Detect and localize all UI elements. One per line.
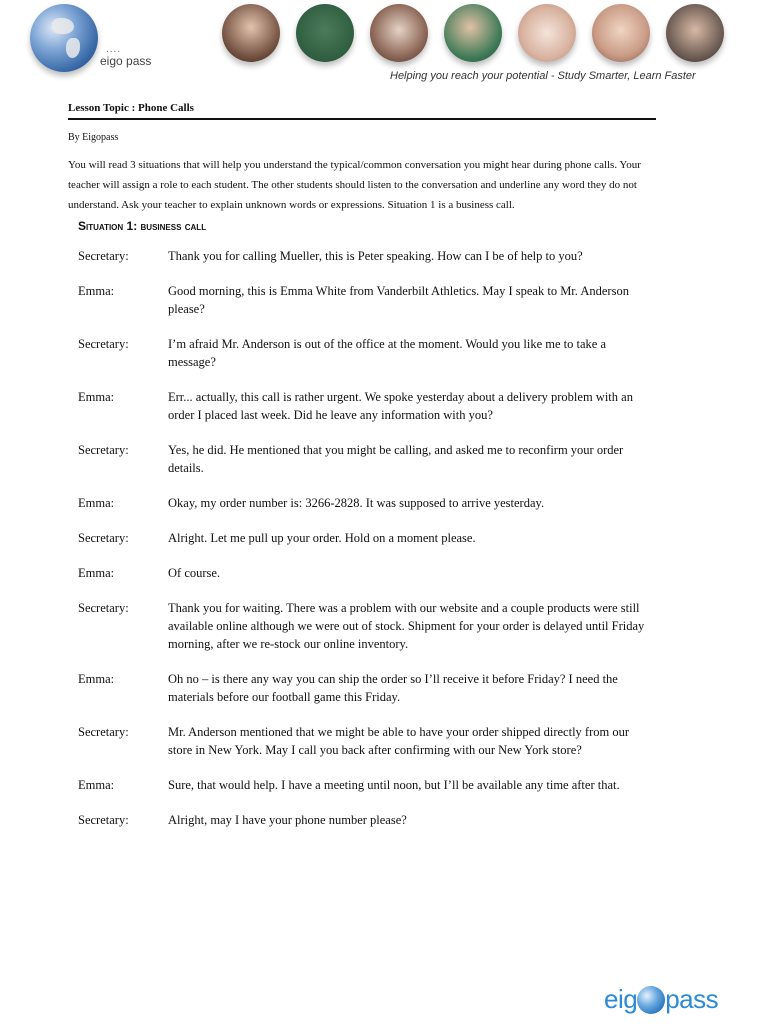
- dialog-line: [68, 811, 656, 829]
- globe-land-shape: [52, 18, 74, 34]
- speaker-label: Emma:: [78, 672, 115, 686]
- speaker-label: Emma:: [78, 284, 115, 298]
- child-photo-icon: [592, 4, 650, 62]
- speaker-label: Secretary:: [78, 813, 129, 827]
- footer-logo: [604, 984, 718, 1015]
- intro-paragraph: You will read 3 situations that will help you understand the typical/common conversation you might hear during phone calls. Your teacher will assign a role to each student. The other students should listen to the conversation and underline any word they do not understand. Ask your teacher to explain unknown words or expressions. Situation 1 is a business call.: [68, 159, 641, 211]
- student-photo-icon: [222, 4, 280, 62]
- situation-title: Situation 1: business call: [78, 219, 207, 233]
- speech-text: I’m afraid Mr. Anderson is out of the office at the moment. Would you like me to take a message?: [168, 337, 607, 369]
- speaker-label: Emma:: [78, 778, 115, 792]
- dialog-line: [68, 599, 656, 653]
- globe-logo-icon: [30, 4, 98, 72]
- boy-photo-icon: [666, 4, 724, 62]
- dialog-line: [68, 723, 656, 759]
- speech-text: Okay, my order number is: 3266-2828. It was supposed to arrive yesterday.: [168, 496, 545, 510]
- brand-dots: ....: [106, 44, 122, 55]
- dialog-line: [68, 564, 656, 582]
- speaker-label: Secretary:: [78, 337, 129, 351]
- tagline: Helping you reach your potential - Study Smarter, Learn Faster: [390, 70, 696, 82]
- speech-text: Good morning, this is Emma White from Vanderbilt Athletics. May I speak to Mr. Anderson please?: [168, 284, 629, 316]
- lesson-topic: Lesson Topic : Phone Calls: [68, 102, 656, 120]
- speech-text: Err... actually, this call is rather urgent. We spoke yesterday about a delivery problem with an order I placed last week. Did he leave any information with you?: [168, 390, 633, 422]
- lesson-content: [68, 102, 656, 829]
- chalkboard-photo-icon: [296, 4, 354, 62]
- speaker-label: Secretary:: [78, 443, 129, 457]
- footer-globe-icon: [637, 986, 665, 1014]
- teacher-photo-icon: [444, 4, 502, 62]
- speaker-label: Secretary:: [78, 725, 129, 739]
- speaker-label: Emma:: [78, 496, 115, 510]
- brand-name: eigo pass: [100, 54, 152, 68]
- footer-logo-left: eig: [604, 984, 638, 1014]
- speech-text: Alright, may I have your phone number please?: [168, 813, 407, 827]
- dialog-line: [68, 670, 656, 706]
- group-photo-icon: [370, 4, 428, 62]
- writing-photo-icon: [518, 4, 576, 62]
- dialog-line: [68, 441, 656, 477]
- speaker-label: Secretary:: [78, 249, 129, 263]
- speech-text: Mr. Anderson mentioned that we might be able to have your order shipped directly from our store in New York. May I call you back after confirming with our New York store?: [168, 725, 629, 757]
- dialog-line: [68, 335, 656, 371]
- dialog-line: [68, 529, 656, 547]
- speech-text: Sure, that would help. I have a meeting until noon, but I’ll be available any time after that.: [168, 778, 620, 792]
- speaker-label: Secretary:: [78, 601, 129, 615]
- dialog-line: [68, 776, 656, 794]
- page-header: [0, 0, 768, 100]
- dialog: [68, 247, 656, 829]
- speech-text: Thank you for waiting. There was a problem with our website and a couple products were still available online although we were out of stock. Shipment for your order is delayed until Friday morning, after we re-stock our online inventory.: [168, 601, 645, 651]
- dialog-line: [68, 388, 656, 424]
- speaker-label: Emma:: [78, 566, 115, 580]
- speaker-label: Emma:: [78, 390, 115, 404]
- author-line: By Eigopass: [68, 132, 119, 143]
- footer-logo-right: pass: [665, 984, 719, 1014]
- speech-text: Oh no – is there any way you can ship the order so I’ll receive it before Friday? I need the materials before our football game this Friday.: [168, 672, 618, 704]
- speech-text: Yes, he did. He mentioned that you might be calling, and asked me to reconfirm your order details.: [168, 443, 624, 475]
- speech-text: Alright. Let me pull up your order. Hold on a moment please.: [168, 531, 476, 545]
- speech-text: Thank you for calling Mueller, this is Peter speaking. How can I be of help to you?: [168, 249, 583, 263]
- speech-text: Of course.: [168, 566, 221, 580]
- dialog-line: [68, 494, 656, 512]
- globe-land-shape: [66, 38, 80, 58]
- dialog-line: [68, 282, 656, 318]
- speaker-label: Secretary:: [78, 531, 129, 545]
- dialog-line: [68, 247, 656, 265]
